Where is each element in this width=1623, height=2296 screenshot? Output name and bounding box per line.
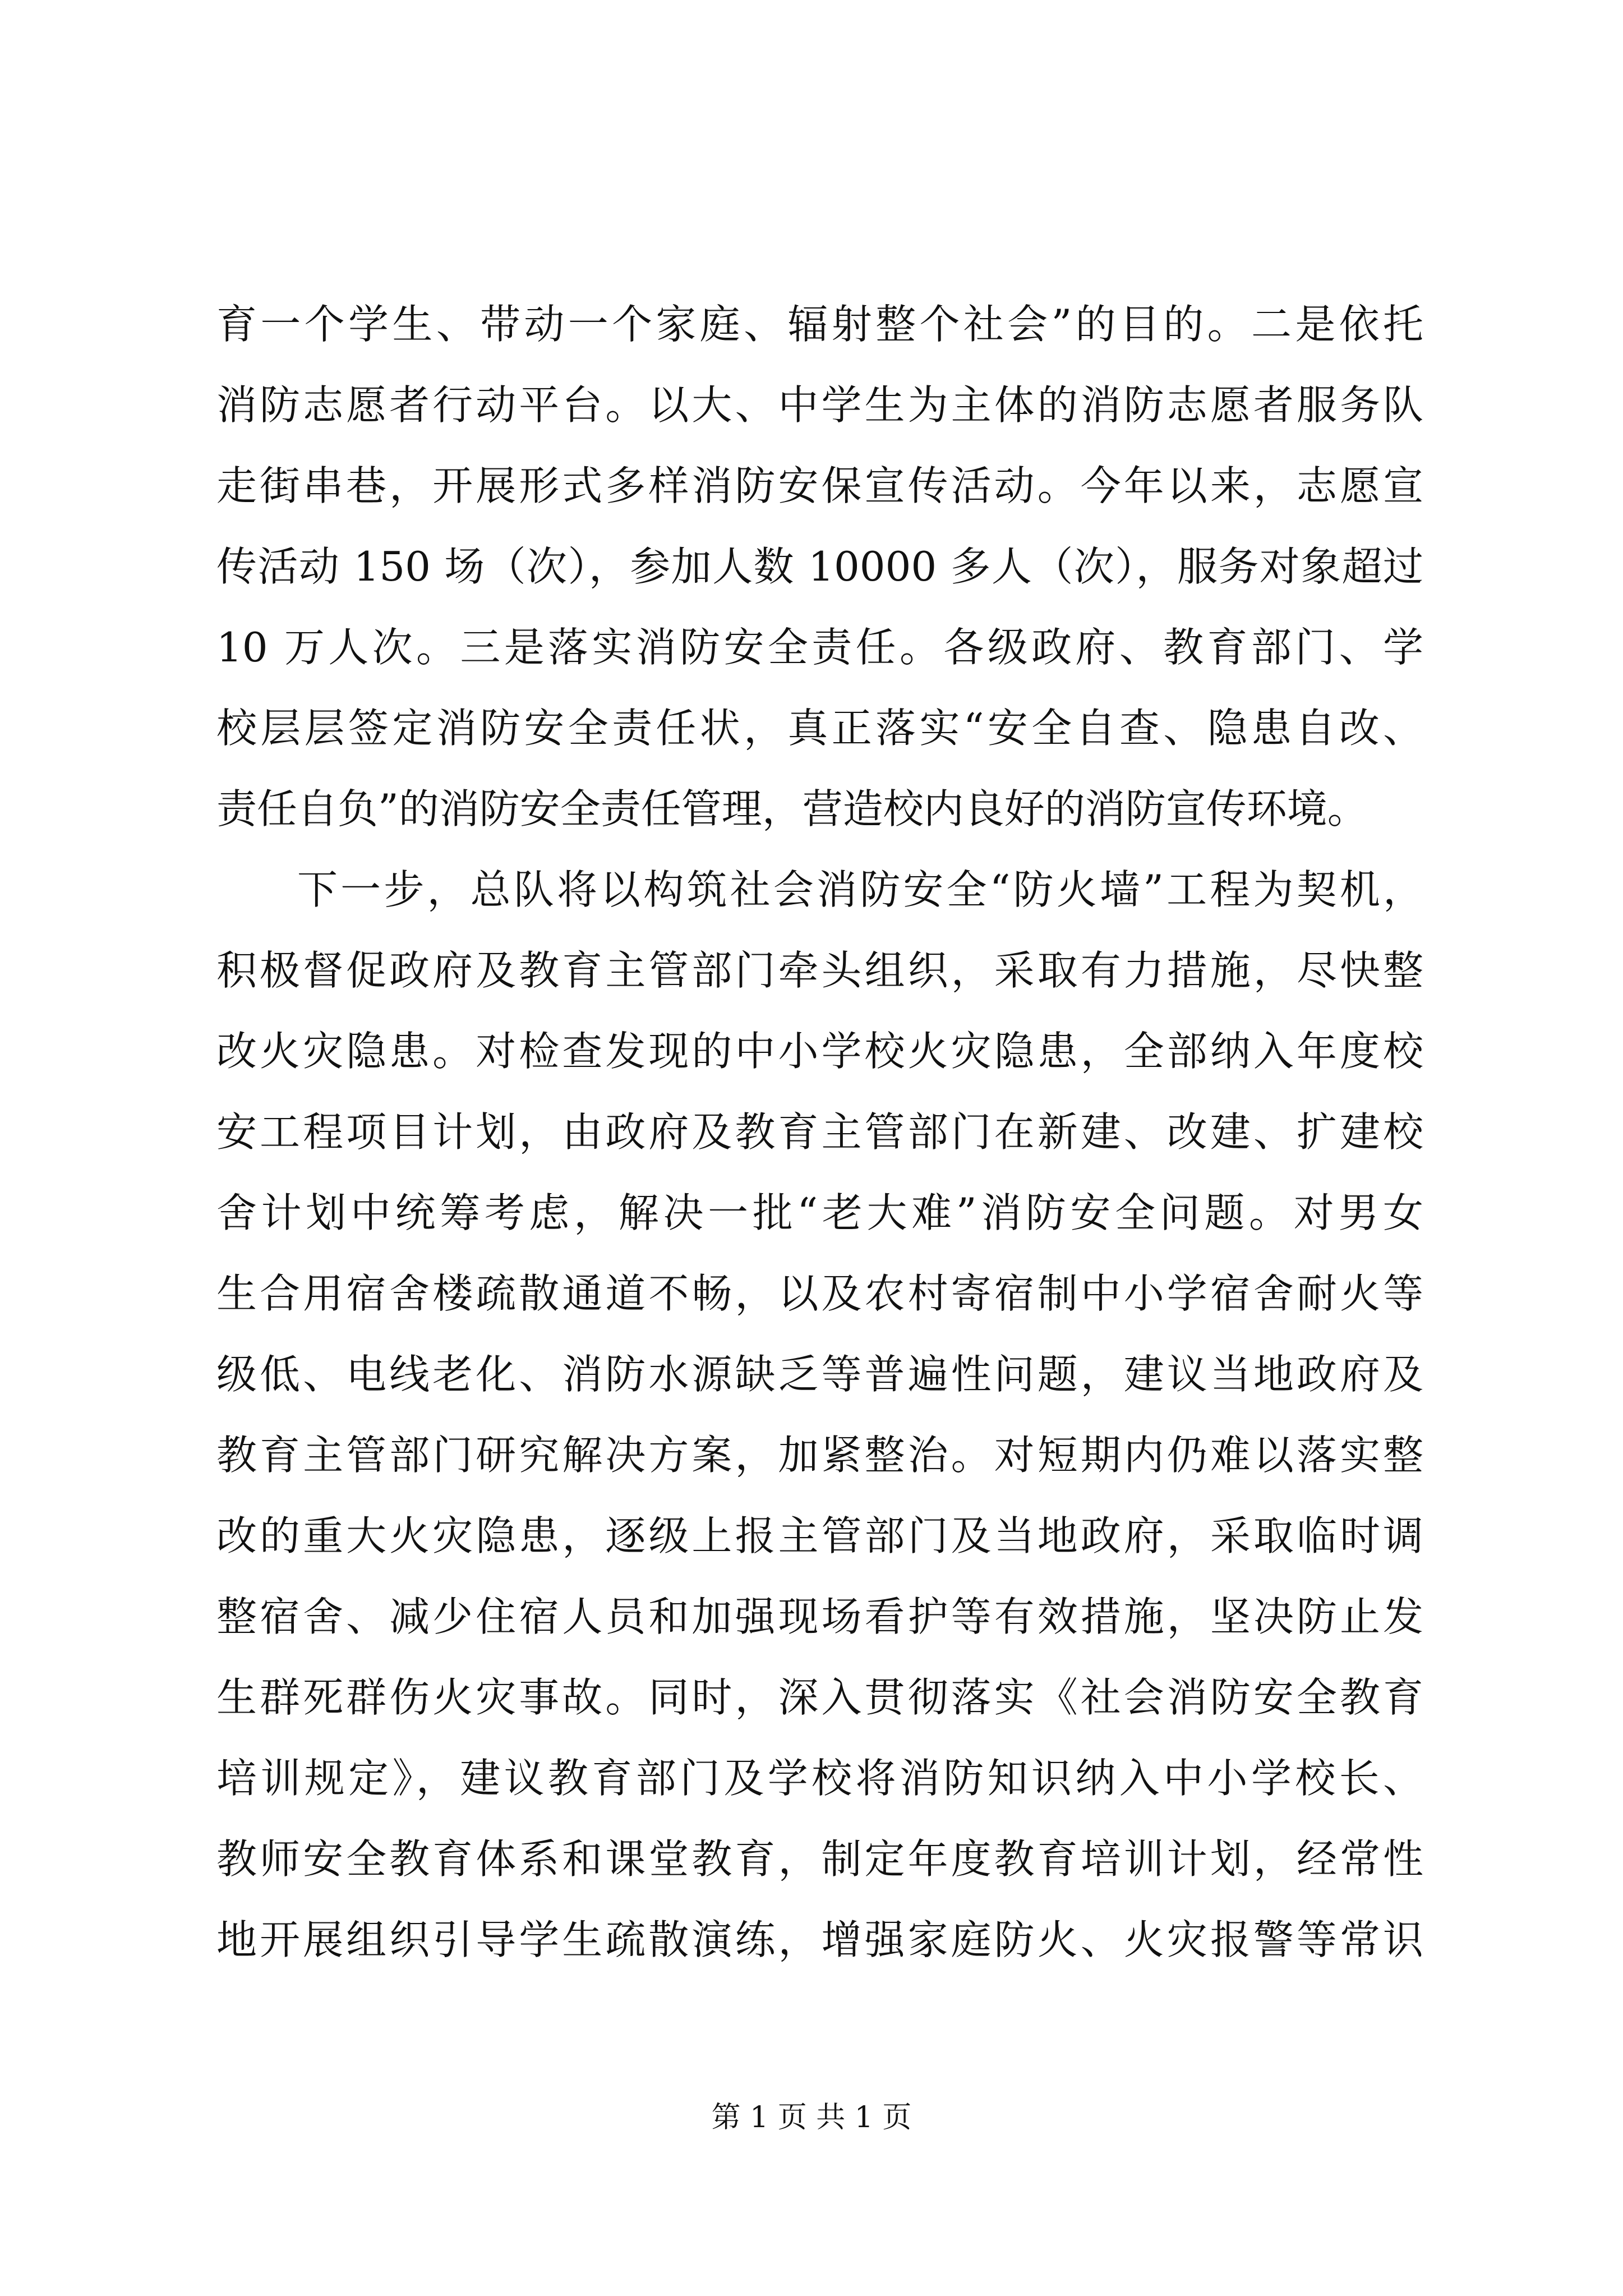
text-line: 消防志愿者行动平台。以大、中学生为主体的消防志愿者服务队 [216,381,1423,429]
text-line: 生合用宿舍楼疏散通道不畅，以及农村寄宿制中小学宿舍耐火等 [216,1270,1423,1317]
text-line: 积极督促政府及教育主管部门牵头组织，采取有力措施，尽快整 [216,947,1423,994]
text-line: 校层层签定消防安全责任状，真正落实“安全自查、隐患自改、 [216,705,1423,752]
text-line: 改的重大火灾隐患，逐级上报主管部门及当地政府，采取临时调 [216,1512,1423,1559]
text-line: 整宿舍、减少住宿人员和加强现场看护等有效措施，坚决防止发 [216,1593,1423,1640]
text-line: 走街串巷，开展形式多样消防安保宣传活动。今年以来，志愿宣 [216,462,1423,509]
text-line: 生群死群伤火灾事故。同时，深入贯彻落实《社会消防安全教育 [216,1674,1423,1721]
text-line: 地开展组织引导学生疏散演练，增强家庭防火、火灾报警等常识 [216,1916,1423,1963]
page-footer [0,2095,1623,2140]
document-body [216,284,1423,1980]
paragraph-end-line: 责任自负”的消防安全责任管理，营造校内良好的消防宣传环境。 [216,785,1368,832]
text-line: 培训规定》，建议教育部门及学校将消防知识纳入中小学校长、 [216,1755,1423,1802]
text-line: 舍计划中统筹考虑，解决一批“老大难”消防安全问题。对男女 [216,1189,1423,1236]
text-line: 教育主管部门研究解决方案，加紧整治。对短期内仍难以落实整 [216,1432,1423,1479]
text-line: 教师安全教育体系和课堂教育，制定年度教育培训计划，经常性 [216,1835,1423,1883]
text-line: 级低、电线老化、消防水源缺乏等普遍性问题，建议当地政府及 [216,1351,1423,1398]
text-line: 育一个学生、带动一个家庭、辐射整个社会”的目的。二是依托 [216,301,1423,348]
text-line: 10 万人次。三是落实消防安全责任。各级政府、教育部门、学 [216,624,1423,671]
text-line: 改火灾隐患。对检查发现的中小学校火灾隐患，全部纳入年度校 [216,1028,1423,1075]
text-line: 安工程项目计划，由政府及教育主管部门在新建、改建、扩建校 [216,1108,1423,1156]
paragraph-start-line: 下一步，总队将以构筑社会消防安全“防火墙”工程为契机， [297,866,1423,913]
page-number-label: 第 1 页 共 1 页 [711,2101,912,2134]
text-line: 传活动 150 场（次），参加人数 10000 多人（次），服务对象超过 [216,543,1423,590]
